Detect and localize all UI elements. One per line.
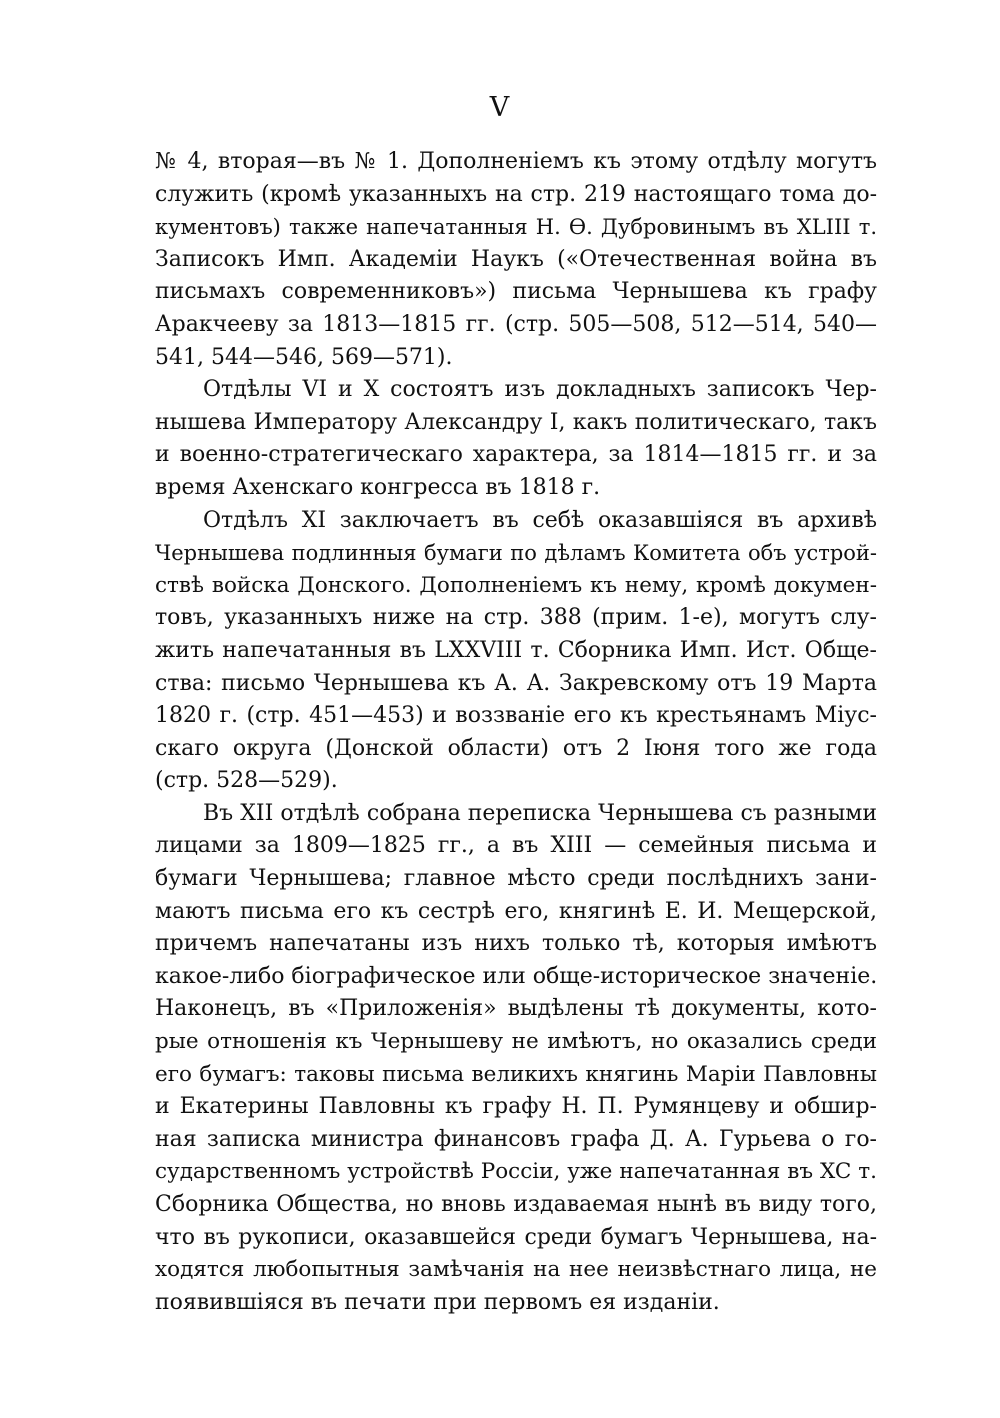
- text-line: 541, 544—546, 569—571).: [155, 344, 453, 370]
- text-line: ходятся любопытныя замѣчанія на нее неизвѣстнаго лица, не: [155, 1257, 877, 1283]
- text-line: Сборника Общества, но вновь издаваемая нынѣ въ виду того,: [155, 1192, 877, 1217]
- text-line: жить напечатанныя въ LXXVIII т. Сборника Имп. Ист. Обще-: [155, 637, 877, 663]
- text-line: письмахъ современниковъ») письма Чернышева къ графу: [155, 279, 877, 305]
- text-line: № 4, вторая—въ № 1. Дополненіемъ къ этому отдѣлу могутъ: [155, 149, 877, 174]
- text-line: служить (кромѣ указанныхъ на стр. 219 настоящаго тома до-: [155, 181, 877, 207]
- text-line: Въ XII отдѣлѣ собрана переписка Чернышева съ разными: [203, 800, 877, 826]
- text-line: рые отношенія къ Чернышеву не имѣютъ, но оказались среди: [155, 1029, 877, 1055]
- text-line: ства: письмо Чернышева къ А. А. Закревскому отъ 19 Марта: [155, 670, 877, 696]
- text-line: ная записка министра финансовъ графа Д. А. Гурьева о го-: [155, 1126, 877, 1152]
- text-line: его бумагъ: таковы письма великихъ княгинь Маріи Павловны: [155, 1061, 877, 1087]
- text-line: Отдѣлъ XI заключаетъ въ себѣ оказавшіяся въ архивѣ: [203, 507, 877, 533]
- text-line: бумаги Чернышева; главное мѣсто среди послѣднихъ зани-: [155, 866, 877, 892]
- page-number: V: [489, 92, 511, 123]
- text-line: и военно-стратегическаго характера, за 1814—1815 гг. и за: [155, 442, 877, 468]
- text-line: время Ахенскаго конгресса въ 1818 г.: [155, 474, 601, 500]
- body-text: [155, 146, 877, 1319]
- text-line: Аракчееву за 1813—1815 гг. (стр. 505—508, 512—514, 540—: [155, 311, 877, 337]
- text-line: какое-либо біографическое или обще-историческое значеніе.: [155, 963, 878, 989]
- text-line: товъ, указанныхъ ниже на стр. 388 (прим. 1-е), могутъ слу-: [155, 605, 877, 631]
- text-line: Записокъ Имп. Академіи Наукъ («Отечественная война въ: [155, 246, 877, 272]
- text-line: Отдѣлы VI и X состоятъ изъ докладныхъ записокъ Чер-: [203, 377, 877, 403]
- text-line: нышева Императору Александру I, какъ политическаго, такъ: [155, 409, 877, 435]
- text-line: ствѣ войска Донского. Дополненіемъ къ нему, кромѣ докумен-: [155, 572, 877, 598]
- text-line: что въ рукописи, оказавшейся среди бумагъ Чернышева, на-: [155, 1224, 877, 1250]
- text-line: (стр. 528—529).: [155, 768, 338, 794]
- text-line: причемъ напечатаны изъ нихъ только тѣ, которыя имѣютъ: [155, 931, 877, 957]
- text-line: Наконецъ, въ «Приложенія» выдѣлены тѣ документы, кото-: [155, 996, 877, 1022]
- text-line: появившіяся въ печати при первомъ ея изданіи.: [155, 1289, 720, 1315]
- text-line: Чернышева подлинныя бумаги по дѣламъ Комитета объ устрой-: [155, 541, 877, 566]
- text-line: 1820 г. (стр. 451—453) и воззваніе его къ крестьянамъ Міус-: [155, 703, 877, 729]
- text-line: лицами за 1809—1825 гг., а въ XIII — семейныя письма и: [155, 833, 877, 859]
- text-line: скаго округа (Донской области) отъ 2 Іюня того же года: [155, 735, 877, 761]
- text-line: сударственномъ устройствѣ Россіи, уже напечатанная въ XC т.: [155, 1159, 877, 1185]
- text-line: кументовъ) также напечатанныя Н. Ѳ. Дубровинымъ въ XLIII т.: [155, 215, 877, 240]
- text-line: и Екатерины Павловны къ графу Н. П. Румянцеву и обшир-: [155, 1094, 877, 1120]
- text-line: маютъ письма его къ сестрѣ его, княгинѣ Е. И. Мещерской,: [155, 898, 877, 924]
